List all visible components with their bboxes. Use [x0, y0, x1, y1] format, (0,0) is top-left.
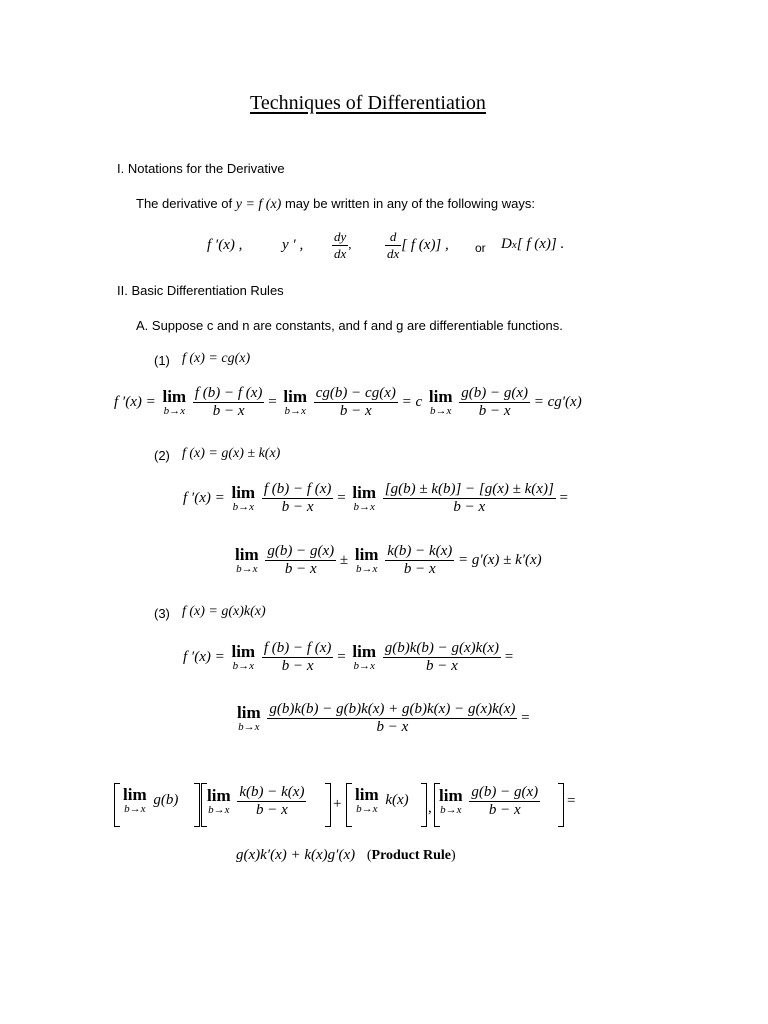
- lim: lim: [207, 786, 231, 805]
- r2-d4: b − x: [385, 560, 454, 578]
- r2-lim1: [231, 484, 255, 513]
- section-1-heading: I. Notations for the Derivative: [117, 161, 285, 176]
- r2-lim2: [352, 484, 376, 513]
- eq: =: [268, 393, 277, 410]
- rule1-derivation: [114, 385, 582, 420]
- r2-n1: f (b) − f (x): [263, 481, 332, 497]
- rule1-label: (1): [154, 353, 170, 368]
- r1-n1: f (b) − f (x): [194, 385, 263, 401]
- rule2-label: (2): [154, 448, 170, 463]
- section-2-heading: II. Basic Differentiation Rules: [117, 283, 284, 298]
- r3-d3: b − x: [267, 718, 517, 736]
- r2-n3: g(b) − g(x): [267, 543, 335, 559]
- bracket-eq: =: [567, 793, 576, 809]
- lim-sub: b→x: [236, 563, 258, 575]
- r3-n3: g(b)k(b) − g(b)k(x) + g(b)k(x) − g(x)k(x): [269, 701, 516, 717]
- part-a: A. Suppose c and n are constants, and f and g are differentiable functions.: [136, 318, 563, 333]
- lim: lim: [283, 387, 308, 406]
- ddx-arg: [ f (x)] ,: [401, 236, 449, 253]
- notation-yprime: y ′ ,: [282, 237, 304, 253]
- r1-d3: b − x: [459, 402, 530, 420]
- bracket-2-right: [325, 783, 331, 827]
- r1-lhs: f ′(x) =: [114, 393, 156, 410]
- lim: lim: [231, 483, 256, 502]
- lim: lim: [352, 483, 377, 502]
- lim: lim: [355, 785, 379, 804]
- product-rule-name: Product Rule: [371, 848, 451, 863]
- r3-lhs: f ′(x) =: [183, 648, 225, 665]
- lim-sub: b→x: [284, 405, 306, 417]
- intro-post: may be written in any of the following ways:: [284, 196, 535, 211]
- r2-n4: k(b) − k(x): [387, 543, 453, 559]
- product-rule-result: [236, 847, 456, 864]
- lim: lim: [439, 786, 463, 805]
- lim: lim: [428, 387, 453, 406]
- r1-n2: cg(b) − cg(x): [315, 385, 396, 401]
- r3-n4: k(b) − k(x): [239, 784, 305, 800]
- dy: dy: [334, 229, 347, 244]
- r3-n2: g(b)k(b) − g(x)k(x): [384, 640, 499, 656]
- page-title: Techniques of Differentiation: [250, 92, 486, 114]
- lim-sub: b→x: [124, 803, 146, 815]
- lim-sub: b→x: [355, 563, 378, 575]
- r3-lim7: [439, 787, 463, 816]
- lim: lim: [235, 545, 259, 564]
- lim-sub: b→x: [238, 721, 260, 733]
- r3-d1: b − x: [262, 657, 334, 675]
- r1-rhs: = cg′(x): [533, 393, 582, 410]
- D-sub: x: [511, 239, 517, 251]
- D: D: [501, 236, 512, 252]
- notation-ddx: [385, 229, 449, 262]
- lim-sub: b→x: [232, 660, 254, 672]
- bracket-1-content: [120, 786, 178, 815]
- lim-sub: b→x: [353, 501, 375, 513]
- lim: lim: [237, 703, 261, 722]
- notation-dx-operator: [501, 236, 564, 253]
- eq: =: [337, 648, 346, 665]
- lim: lim: [123, 785, 147, 804]
- r3-lim6: [355, 786, 379, 815]
- lim-sub: b→x: [353, 660, 375, 672]
- kx: k(x): [385, 791, 409, 808]
- notation-dydx: [332, 229, 352, 262]
- r1-d2: b − x: [314, 402, 398, 420]
- rule2-expr: f (x) = g(x) ± k(x): [182, 446, 281, 461]
- lim: lim: [354, 545, 379, 564]
- r1-lim2: [283, 388, 307, 417]
- r2-n2: [g(b) ± k(b)] − [g(x) ± k(x)]: [384, 481, 554, 497]
- dx: dx: [334, 246, 347, 261]
- r1-c: = c: [401, 393, 423, 410]
- rule3-line2: [234, 701, 530, 736]
- paren-open: (: [366, 848, 372, 863]
- or-word: or: [475, 241, 486, 255]
- lim-sub: b→x: [429, 405, 452, 417]
- eq: =: [559, 489, 569, 506]
- result-expr: g(x)k′(x) + k(x)g′(x): [236, 847, 356, 863]
- dx2: dx: [387, 246, 400, 261]
- lim-sub: b→x: [232, 501, 254, 513]
- eq: =: [504, 648, 514, 665]
- lim: lim: [352, 642, 377, 661]
- rule1-expr: f (x) = cg(x): [182, 351, 251, 366]
- bracket-4-content: [436, 784, 540, 819]
- bracket-4-right: [558, 783, 564, 827]
- bracket-3-right: [421, 783, 427, 827]
- D-arg: [ f (x)] .: [516, 236, 565, 252]
- r2-lim3: [235, 546, 259, 575]
- paren-close: ): [450, 848, 456, 863]
- r3-d2: b − x: [383, 657, 501, 675]
- r2-d2: b − x: [383, 498, 556, 516]
- rule2-line1: [183, 481, 568, 516]
- bracket-1-right: [194, 783, 200, 827]
- r3-d5: b − x: [469, 801, 540, 819]
- intro-pre: The derivative of: [136, 196, 233, 211]
- r2-rhs: = g′(x) ± k′(x): [458, 551, 542, 568]
- eq: =: [337, 489, 346, 506]
- plus-sign: +: [333, 796, 342, 812]
- product-rule-label: [367, 848, 456, 863]
- bracket-2-content: [204, 784, 306, 819]
- r3-lim5: [207, 787, 231, 816]
- r3-n5: g(b) − g(x): [471, 784, 539, 800]
- bracket-3-content: [352, 786, 409, 815]
- r2-lhs: f ′(x) =: [183, 489, 225, 506]
- r2-d1: b − x: [262, 498, 334, 516]
- rule2-line2: [232, 543, 542, 578]
- gb: g(b): [153, 791, 179, 808]
- rule3-label: (3): [154, 606, 170, 621]
- lim-sub: b→x: [356, 803, 378, 815]
- pm: ±: [339, 551, 349, 568]
- r1-lim1: [162, 388, 186, 417]
- r2-d3: b − x: [265, 560, 336, 578]
- r3-d4: b − x: [237, 801, 306, 819]
- lim-sub: b→x: [440, 804, 462, 816]
- r3-lim3: [237, 704, 261, 733]
- r1-d1: b − x: [193, 402, 265, 420]
- r3-n1: f (b) − f (x): [263, 640, 332, 656]
- rule3-line1: [183, 640, 513, 675]
- notation-fprime: f ′(x) ,: [207, 237, 243, 253]
- lim-sub: b→x: [163, 405, 185, 417]
- rule3-expr: f (x) = g(x)k(x): [182, 604, 266, 619]
- lim: lim: [162, 387, 187, 406]
- r3-lim4: [123, 786, 147, 815]
- notation-comma: ,: [348, 236, 352, 252]
- lim-sub: b→x: [208, 804, 230, 816]
- r3-lim1: [231, 643, 255, 672]
- intro-line: [136, 196, 535, 213]
- eq: =: [521, 709, 530, 726]
- r2-lim4: [355, 546, 379, 575]
- lim: lim: [231, 642, 256, 661]
- r3-lim2: [352, 643, 376, 672]
- intro-expr: y = f (x): [235, 197, 282, 212]
- r1-lim3: [429, 388, 453, 417]
- r1-n3: g(b) − g(x): [461, 385, 528, 401]
- d: d: [389, 229, 397, 244]
- product-comma: ,: [428, 800, 432, 816]
